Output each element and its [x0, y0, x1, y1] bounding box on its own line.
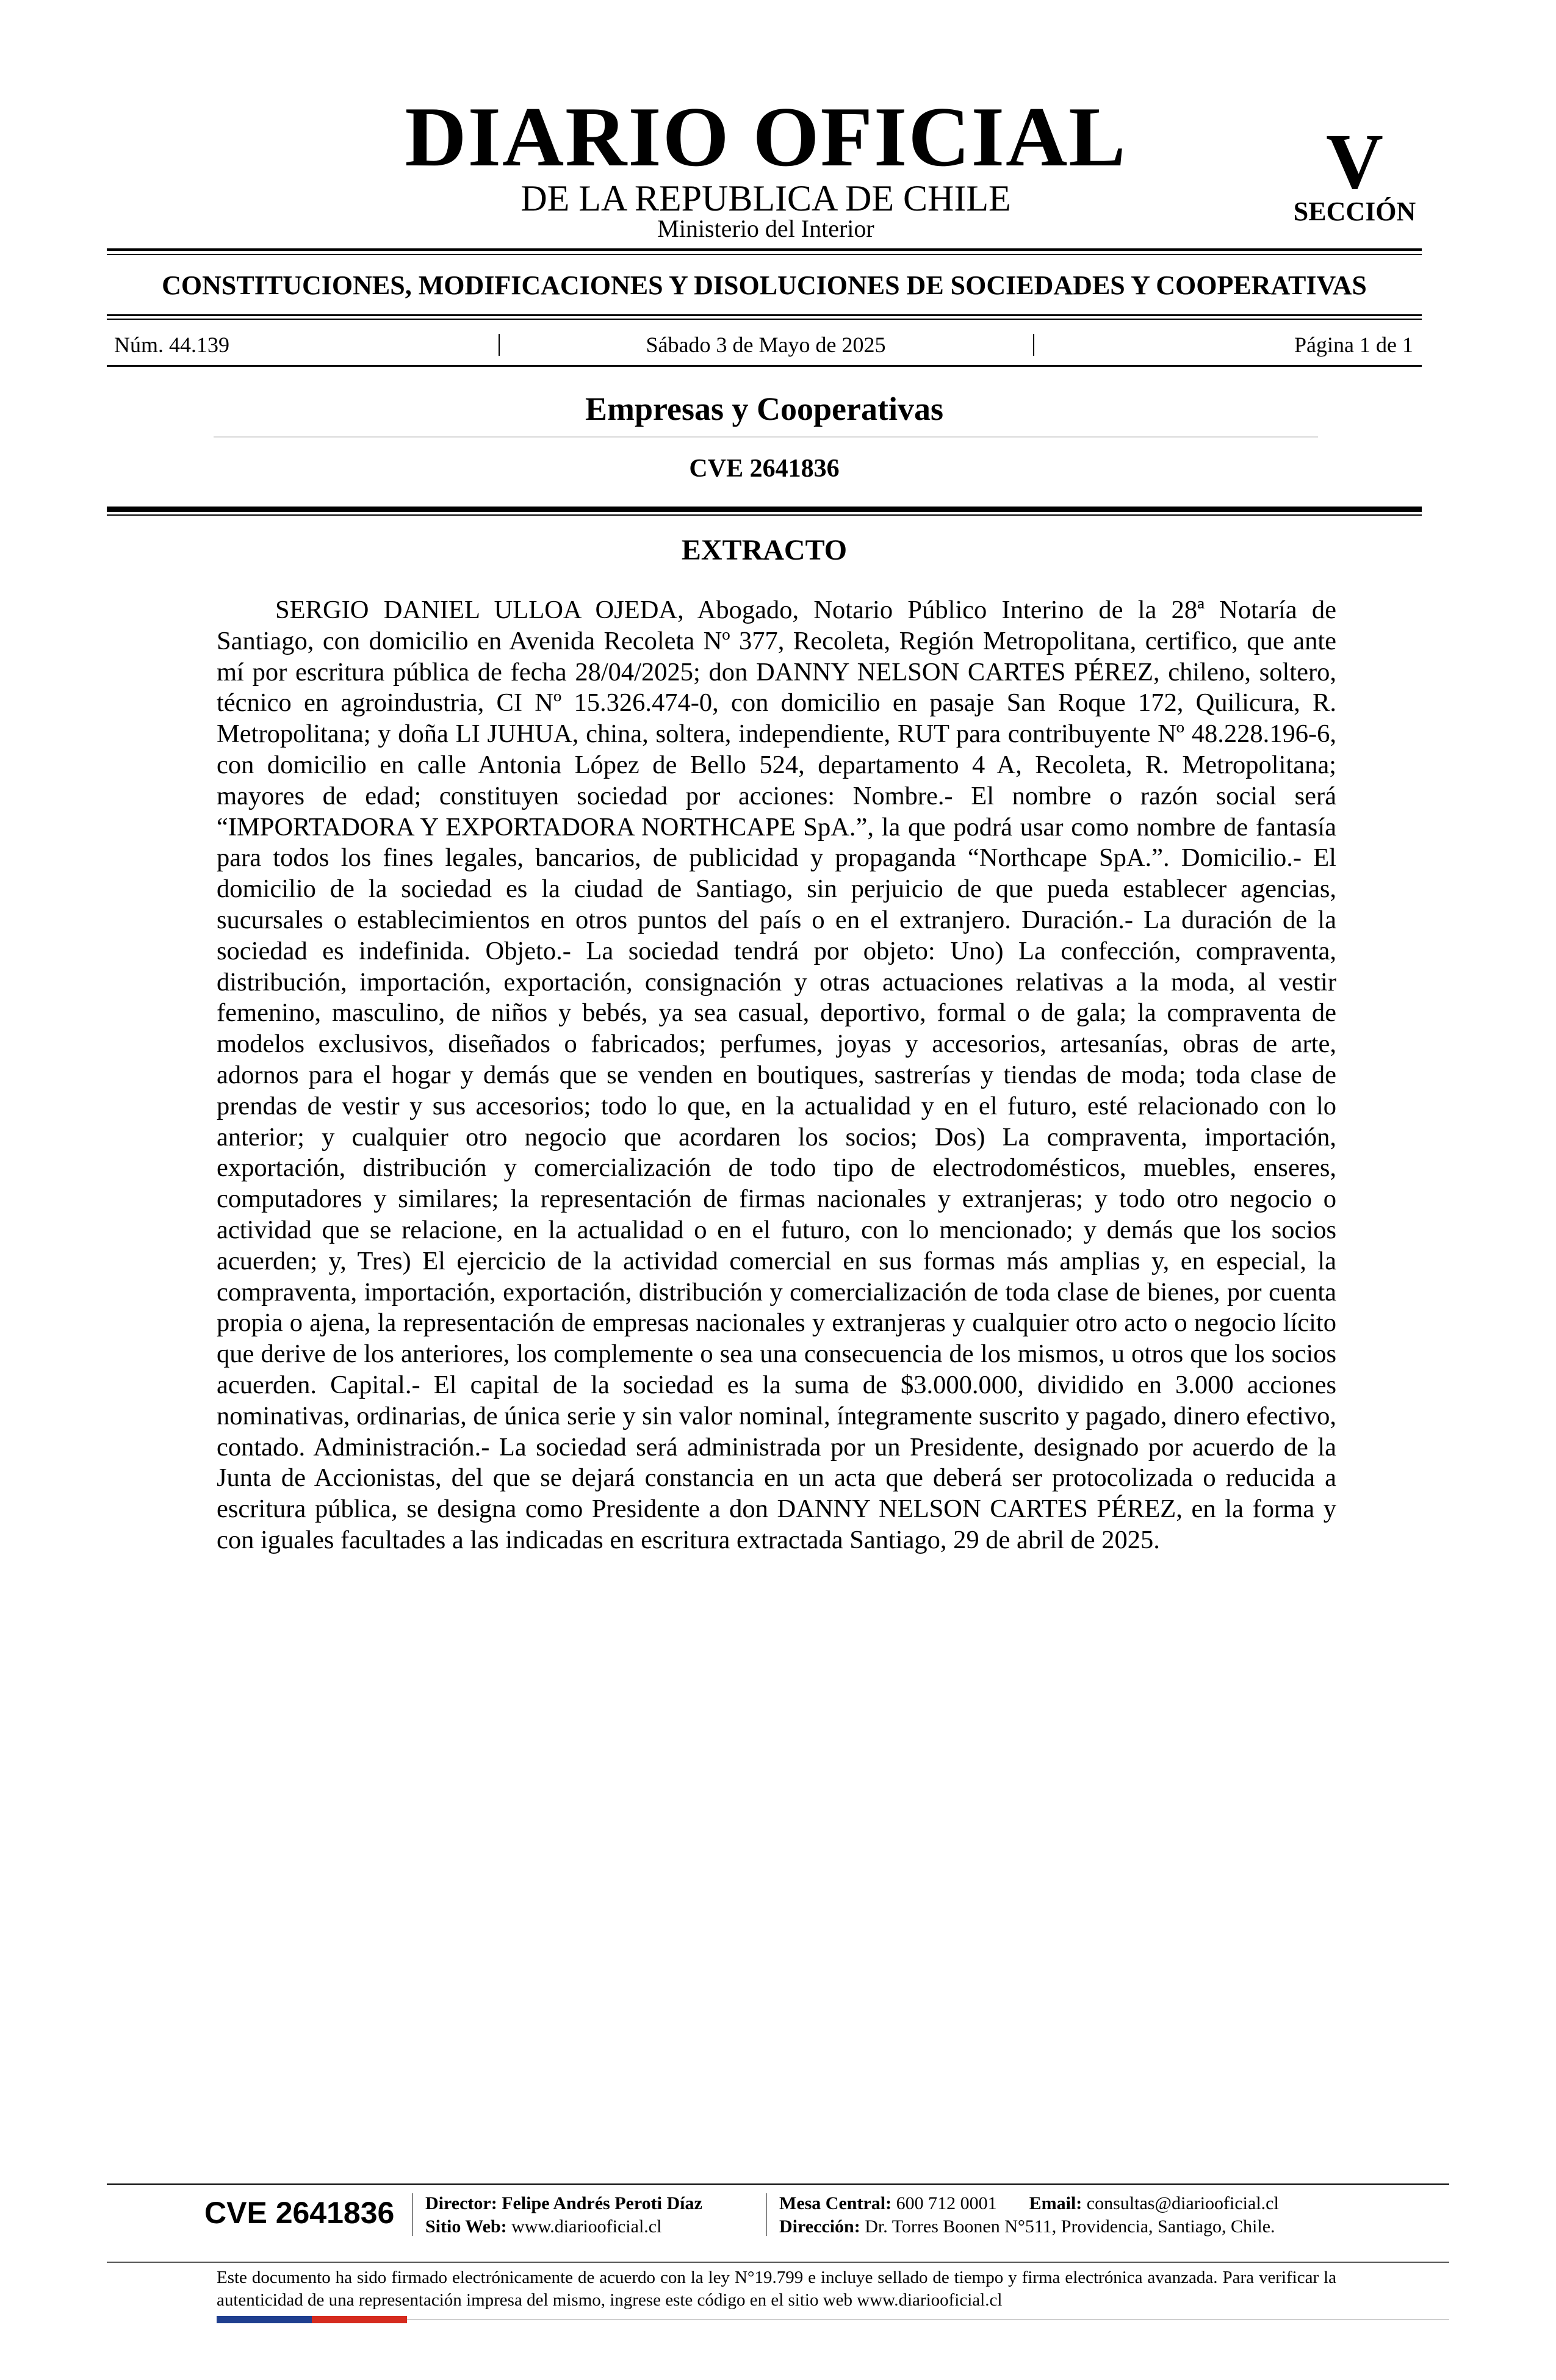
website-link[interactable]: www.diariooficial.cl: [511, 2216, 662, 2237]
header-rule: [107, 254, 1422, 255]
page-number: Página 1 de 1: [1294, 333, 1413, 357]
email-label: Email:: [1029, 2193, 1082, 2213]
divider: [107, 514, 1422, 516]
header-rule: [107, 314, 1422, 316]
header-rule: [107, 248, 1422, 251]
email-link[interactable]: consultas@diariooficial.cl: [1086, 2193, 1279, 2213]
footer-contact: [779, 2192, 1279, 2215]
director-name: Felipe Andrés Peroti Díaz: [502, 2193, 702, 2213]
divider: [107, 507, 1422, 512]
masthead-title: DIARIO OFICIAL: [405, 90, 1127, 184]
footer-website: [425, 2215, 661, 2238]
masthead-ministry: Ministerio del Interior: [657, 215, 874, 242]
flag-stripe: [217, 2316, 407, 2323]
issue-number: Núm. 44.139: [114, 333, 229, 357]
footer-rule: [107, 2183, 1449, 2185]
footer-cve: CVE 2641836: [204, 2196, 395, 2230]
footer-director: [425, 2192, 702, 2215]
document-heading: EXTRACTO: [681, 534, 848, 566]
address-label: Dirección:: [779, 2216, 860, 2237]
phone-label: Mesa Central:: [779, 2193, 892, 2213]
cve-code: CVE 2641836: [689, 455, 840, 483]
director-label: Director:: [425, 2193, 497, 2213]
flag-red-band: [312, 2316, 407, 2323]
flag-blue-band: [217, 2316, 312, 2323]
info-separator: [1033, 334, 1034, 356]
category-title: Empresas y Cooperativas: [585, 391, 943, 427]
footer-separator: [766, 2193, 767, 2236]
document-body: SERGIO DANIEL ULLOA OJEDA, Abogado, Notario Público Interino de la 28ª Notaría de Santiago, con domicilio en Avenida Recoleta Nº 377, Recoleta, Región Metropolitana, certifico, que ante mí por escritura pública de fecha 28/04/2025; don DANNY NELSON CARTES PÉREZ, chileno, soltero, técnico en agroindustria, CI Nº 15.326.474-0, con domicilio en pasaje San Roque 172, Quilicura, R. Metropolitana; y doña LI JUHUA, china, soltera, independiente, RUT para contribuyente Nº 48.228.196-6, con domicilio en calle Antonia López de Bello 524, departamento 4 A, Recoleta, R. Metropolitana; mayores de edad; constituyen sociedad por acciones: Nombre.- El nombre o razón social será “IMPORTADORA Y EXPORTADORA NORTHCAPE SpA.”, la que podrá usar como nombre de fantasía para todos los fines legales, bancarios, de publicidad y propaganda “Northcape SpA.”. Domicilio.- El domicilio de la sociedad es la ciudad de Santiago, sin perjuicio de que pueda establecer agencias, sucursales o establecimientos en otros puntos del país o en el extranjero. Duración.- La duración de la sociedad es indefinida. Objeto.- La sociedad tendrá por objeto: Uno) La confección, compraventa, distribución, importación, exportación, consignación y otras actuaciones relativas a la moda, al vestir femenino, masculino, de niños y bebés, ya sea casual, deportivo, formal o de gala; la compraventa de modelos exclusivos, diseñados o fabricados; perfumes, joyas y accesorios, artesanías, obras de arte, adornos para el hogar y demás que se venden en boutiques, sastrerías y tiendas de moda; toda clase de prendas de vestir y sus accesorios; todo lo que, en la actualidad y en el futuro, esté relacionado con lo anterior; y cualquier otro negocio que acordaren los socios; Dos) La compraventa, importación, exportación, distribución y comercialización de todo tipo de electrodomésticos, muebles, enseres, computadores y similares; la representación de firmas nacionales y extranjeras; y todo otro negocio o actividad que se relacione, en la actualidad o en el futuro, con lo mencionado; y demás que los socios acuerden; y, Tres) El ejercicio de la actividad comercial en sus formas más amplias y, en especial, la compraventa, importación, exportación, distribución y comercialización de toda clase de bienes, por cuenta propia o ajena, la representación de empresas nacionales y extranjeras y cualquier otro acto o negocio lícito que derive de los anteriores, los complemente o sea una consecuencia de los mismos, u otros que los socios acuerden. Capital.- El capital de la sociedad es la suma de $3.000.000, dividido en 3.000 acciones nominativas, ordinarias, de única serie y sin valor nominal, íntegramente suscrito y pagado, dinero efectivo, contado. Administración.- La sociedad será administrada por un Presidente, designado por acuerdo de la Junta de Accionistas, del que se dejará constancia en un acta que deberá ser protocolizada o reducida a escritura pública, se designa como Presidente a don DANNY NELSON CARTES PÉREZ, en la forma y con iguales facultades a las indicadas en escritura extractada Santiago, 29 de abril de 2025.: [217, 596, 1336, 1554]
masthead-subtitle: DE LA REPUBLICA DE CHILE: [520, 178, 1011, 218]
phone-number: 600 712 0001: [896, 2193, 997, 2213]
section-letter: V: [1326, 118, 1383, 206]
footer-legal-notice: Este documento ha sido firmado electrónicamente de acuerdo con la ley N°19.799 e incluye sellado de tiempo y firma electrónica avanzada. Para verificar la autenticidad de una representación impresa del mismo, ingrese este código en el sitio web www.diariooficial.cl: [217, 2268, 1336, 2310]
issue-date: Sábado 3 de Mayo de 2025: [646, 333, 886, 357]
info-separator: [499, 334, 500, 356]
footer-separator: [412, 2193, 413, 2236]
section-heading: CONSTITUCIONES, MODIFICACIONES Y DISOLUCIONES DE SOCIEDADES Y COOPERATIVAS: [162, 270, 1367, 300]
divider: [214, 436, 1318, 438]
footer-rule: [107, 2262, 1449, 2263]
header-rule: [107, 365, 1422, 367]
footer-address: [779, 2215, 1275, 2238]
section-label: SECCIÓN: [1293, 197, 1416, 226]
address-value: Dr. Torres Boonen N°511, Providencia, Santiago, Chile.: [865, 2216, 1275, 2237]
website-label: Sitio Web:: [425, 2216, 507, 2237]
footer-bottom-line: [407, 2319, 1449, 2320]
header-rule: [107, 319, 1422, 320]
